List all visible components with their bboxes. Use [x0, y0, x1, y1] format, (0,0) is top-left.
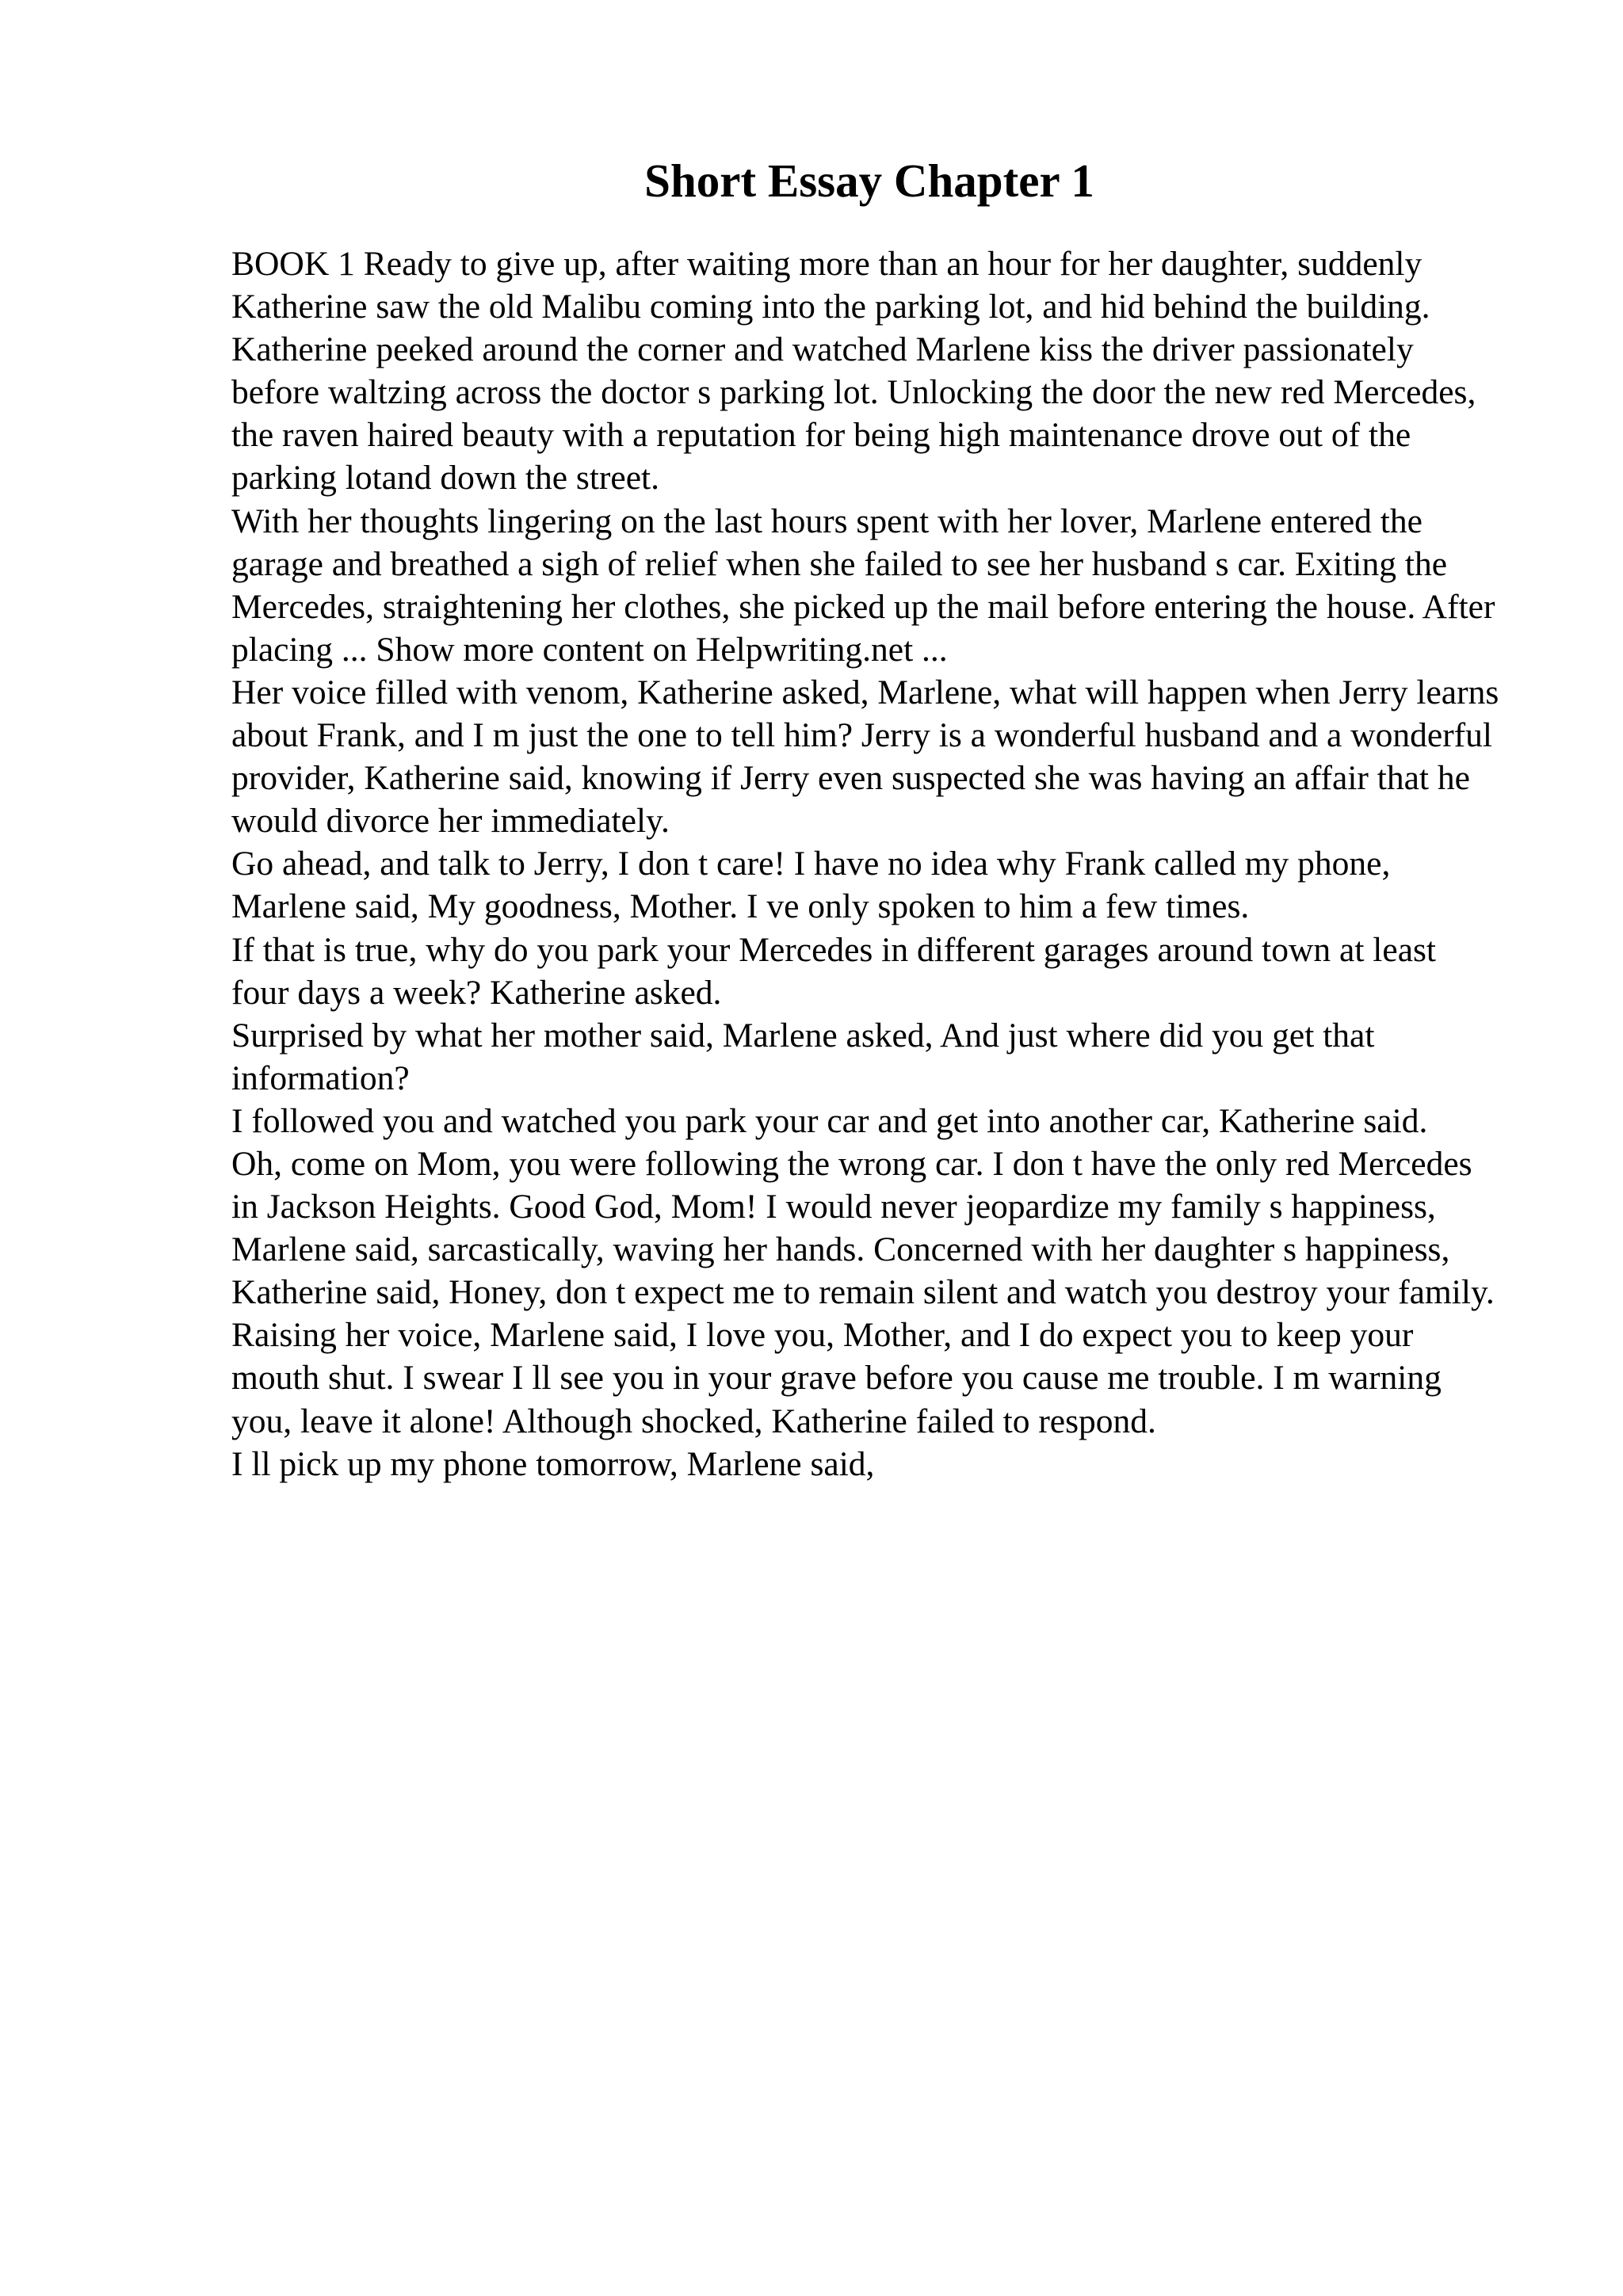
paragraph-5: If that is true, why do you park your Mercedes in different garages around town at least four days a week? Katherine asked.: [231, 930, 1437, 1012]
paragraph-4: Go ahead, and talk to Jerry, I don t care! I have no idea why Frank called my phone, Marlene said, My goodness, Mother. I ve only spoken to him a few times.: [231, 845, 1391, 926]
paragraph-6: Surprised by what her mother said, Marlene asked, And just where did you get that information?: [231, 1016, 1375, 1097]
paragraph-8: Oh, come on Mom, you were following the wrong car. I don t have the only red Mercedes in Jackson Heights. Good God, Mom! I would never jeopardize my family s happiness, Marlene said, sarcastically, waving her hands. Concerned with her daughter s happiness, Katherine said, Honey, don t expect me to remain silent and watch you destroy your family. Raising her voice, Marlene said, I love you, Mother, and I do expect you to keep your mouth shut. I swear I ll see you in your grave before you cause me trouble. I m warning you, leave it alone! Although shocked, Katherine failed to respond.: [231, 1144, 1495, 1440]
paragraph-3: Her voice filled with venom, Katherine asked, Marlene, what will happen when Jerry learns about Frank, and I m just the one to tell him? Jerry is a wonderful husband and a wonderful provider, Katherine said, knowing if Jerry even suspected she was having an affair that he would divorce her immediately.: [231, 673, 1499, 841]
document-title: Short Essay Chapter 1: [644, 154, 1094, 207]
paragraph-2: With her thoughts lingering on the last hours spent with her lover, Marlene entered the garage and breathed a sigh of relief when she failed to see her husband s car. Exiting the Mercedes, straightening her clothes, she picked up the mail before entering the house. After placing ... Show more content on Helpwriting.net ...: [231, 502, 1495, 669]
document-body: [231, 242, 1499, 1486]
paragraph-7: I followed you and watched you park your car and get into another car, Katherine said.: [231, 1101, 1428, 1140]
paragraph-9: I ll pick up my phone tomorrow, Marlene said,: [231, 1444, 875, 1483]
paragraph-1: BOOK 1 Ready to give up, after waiting more than an hour for her daughter, suddenly Katherine saw the old Malibu coming into the parking lot, and hid behind the building. Katherine peeked around the corner and watched Marlene kiss the driver passionately before waltzing across the doctor s parking lot. Unlocking the door the new red Mercedes, the raven haired beauty with a reputation for being high maintenance drove out of the parking lotand down the street.: [231, 245, 1476, 498]
